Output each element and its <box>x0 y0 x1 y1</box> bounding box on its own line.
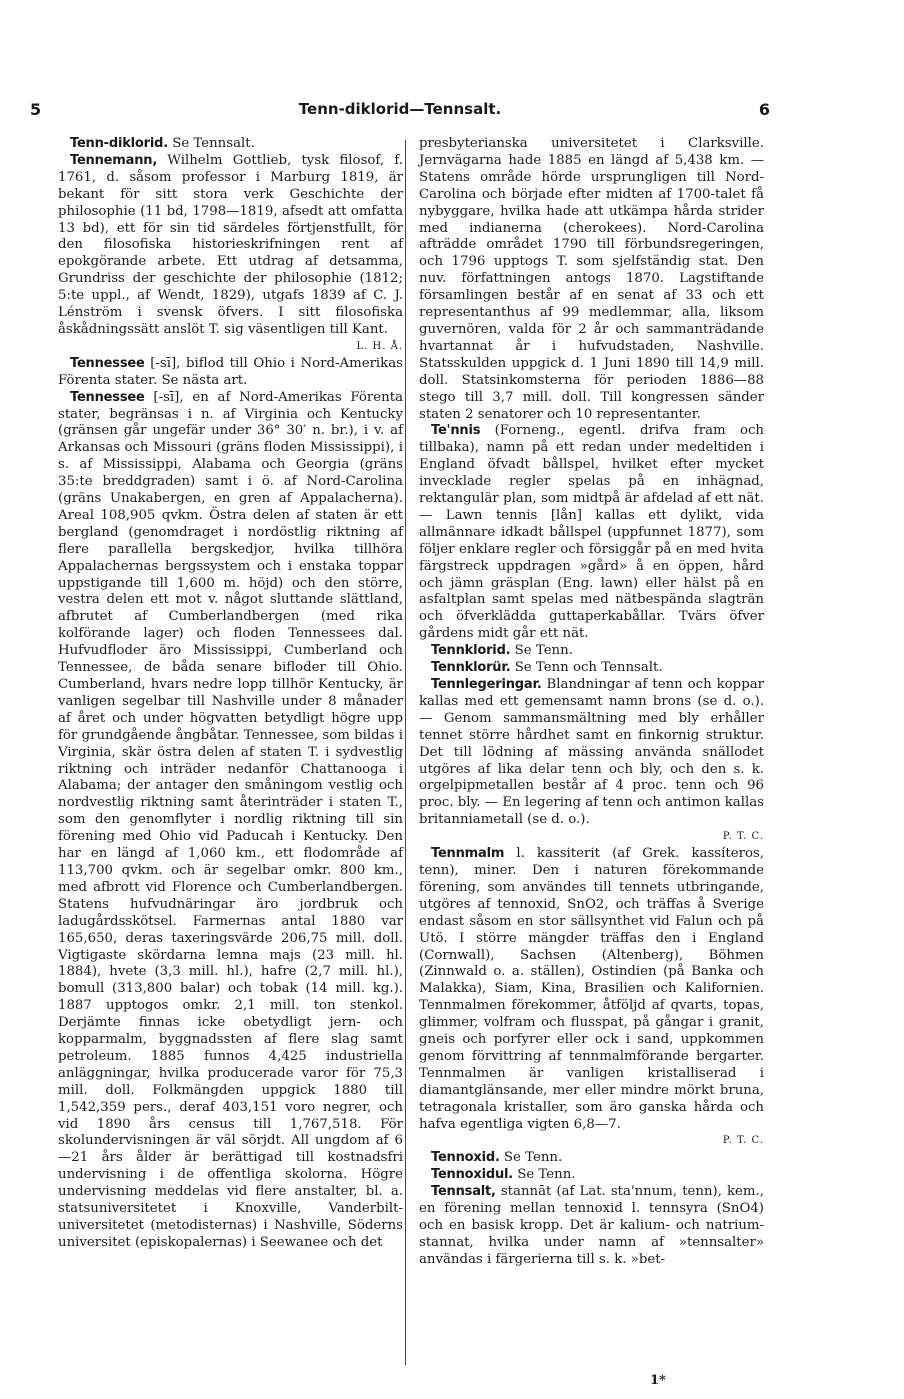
entry-text: Wilhelm Gottlieb, tysk filosof, f. 1761, d. såsom professor i Marburg 1819, är bekant för sitt stora verk Geschichte der philosophie (11 bd, 1798—1819, afsedt att omfatta 13 bd), ett för sin tid särdeles förtjenstfullt, för den filosofiska historieskrifningen rent af epokgörande arbete. Ett utdrag af detsamma, Grundriss der geschichte der philosophie (1812; 5:te uppl., af Wendt, 1829), utgafs 1839 af C. J. Lénström i svensk öfvers. I sitt filosofiska åskådningssätt anslöt T. sig väsentligen till Kant. <box>58 152 403 337</box>
entry-text: l. kassiterit (af Grek. kassíteros, tenn), miner. Den i naturen förekommande förening, som användes till tennets utbringande, utgöres af tennoxid, SnO2, och träffas å Sverige endast såsom en stor sällsynthet vid Falun och på Utö. I större mängder träffas den i England (Cornwall), Sachsen (Altenberg), Böhmen (Zinnwald o. a. ställen), Ostindien (på Banka och Malakka), Siam, Kina, Brasilien och Kalifornien. Tennmalmen förekommer, åtföljd af qvarts, topas, glimmer, volfram och flusspat, på gångar i granit, gneis och porfyrer eller ock i sand, uppkommen genom förvittring af tennmalmförande bergarter. Tennmalmen är vanligen kristalliserad i diamantglänsande, mer eller mindre mörkt bruna, tetragonala kristaller, som äro ganska hårda och hafva egentliga vigten 6,8—7. <box>419 846 764 1132</box>
signature-mark: 1* <box>650 1373 666 1388</box>
entry-headword: Te'nnis <box>431 423 481 439</box>
entry <box>419 423 764 643</box>
entry <box>419 136 764 423</box>
author-signature: P. T. C. <box>722 1135 764 1147</box>
entry <box>419 1167 764 1184</box>
entry-text: [-sī], en af Nord-Amerikas Förenta stater, begränsas i n. af Virginia och Kentucky (gränsen går ungefär under 36° 30′ n. br.), i v. af Arkansas och Missouri (gräns floden Mississippi), i s. af Mississippi, Alabama och Georgia (gräns 35:te breddgraden) samt i ö. af Nord-Carolina (gräns Unakabergen, en gren af Appalacherna). Areal 108,905 qvkm. Östra delen af staten är ett bergland (genomdraget i nordöstlig riktning af flere parallella bergskedjor, hvilka tillhöra Appalachernas bergssystem och i enstaka toppar uppstigande till 1,600 m. höjd) och den större, vestra delen ett mot v. något sluttande slättland, afbrutet af Cumberlandbergen (med rika kolförande lager) och floden Tennessees dal. Hufvudfloder äro Mississippi, Cumberland och Tennessee, de båda senare bifloder till Ohio. Cumberland, hvars nedre lopp tillhör Kentucky, är vanligen segelbar till Nashville under 8 månader af året och under högvatten betydligt högre upp för grundgående ångbåtar. Tennessee, som bildas i Virginia, skär östra delen af staten T. i sydvestlig riktning och inträder nedanför Chattanooga i Alabama; der antager den småningom vestlig och nordvestlig riktning samt återinträder i staten T., som den genomflyter i nordlig riktning till sin förening med Ohio vid Paducah i Kentucky. Den har en längd af 1,060 km., ett flodområde af 113,700 qvkm. och är segelbar omkr. 800 km., med afbrott vid Florence och Cumberlandbergen. Statens hufvudnäringar äro jordbruk och ladugårdsskötsel. Farmernas antal 1880 var 165,650, deras taxeringsvärde 206,75 mill. doll. Vigtigaste skördarna lemna majs (23 mill. hl. 1884), hvete (3,3 mill. hl.), hafre (2,7 mill. hl.), bomull (313,800 balar) och tobak (14 mill. kg.). 1887 upptogos omkr. 2,1 mill. ton stenkol. Derjämte finnas icke obetydligt jern- och kopparmalm, byggnadssten af flere slag samt petroleum. 1885 funnos 4,425 industriella anläggningar, hvilka producerade varor för 75,3 mill. doll. Folkmängden uppgick 1880 till 1,542,359 pers., deraf 403,151 voro negrer, och vid 1890 års census till 1,767,518. För skolundervisningen är väl sörjdt. All ungdom af 6—21 års ålder är berättigad till kostnadsfri undervisning i de offentliga skolorna. Högre undervisning meddelas vid flere anstalter, bl. a. statsuniversitetet i Knoxville, Vanderbilt-universitetet (metodisternas) i Nashville, Söderns universitet (episkopalernas) i Seewanee och det <box>58 389 403 1250</box>
entry-headword: Tennoxid. <box>431 1150 500 1166</box>
entry-headword: Tennemann, <box>70 152 158 168</box>
entry <box>58 136 403 153</box>
entry <box>419 846 764 1150</box>
entry-headword: Tennoxidul. <box>431 1167 513 1183</box>
left-column <box>58 136 403 1252</box>
entry-text: Se Tenn. <box>499 1150 563 1166</box>
page-header <box>30 100 770 124</box>
entry-headword: Tenn-diklorid. <box>70 136 168 151</box>
entry-text: [-sī], biflod till Ohio i Nord-Amerikas Förenta stater. Se nästa art. <box>58 355 403 388</box>
entry-headword: Tennklorür. <box>431 660 511 676</box>
right-column <box>419 136 764 1269</box>
entry-text: Se Tenn. <box>513 1167 576 1183</box>
author-signature: L. H. Å. <box>356 340 403 352</box>
entry <box>58 153 403 356</box>
entry <box>419 660 764 677</box>
entry <box>58 356 403 390</box>
entry-text: Se Tennsalt. <box>167 136 255 151</box>
entry <box>419 677 764 846</box>
entry <box>419 643 764 660</box>
entry-headword: Tennsalt, <box>431 1184 496 1200</box>
entry-text: Se Tenn och Tennsalt. <box>510 660 663 676</box>
entry-text: Blandningar af tenn och koppar kallas med ett gemensamt namn brons (se d. o.). — Genom sammansmältning med bly erhåller tennet större hårdhet samt en finkornig struktur. Det till lödning af mässing använda snällodet utgöres af lika delar tenn och bly, och den s. k. orgelpipmetallen består af 4 proc. tenn och 96 proc. bly. — En legering af tenn och antimon kallas britanniametall (se d. o.). <box>419 677 764 828</box>
page-number-left: 5 <box>30 100 42 119</box>
column-divider <box>405 140 406 1365</box>
entry-headword: Tennklorid. <box>431 643 511 659</box>
entry <box>58 390 403 1252</box>
entry <box>419 1184 764 1269</box>
entry-headword: Tennessee <box>70 389 145 405</box>
author-signature: P. T. C. <box>722 831 764 843</box>
page-number-right: 6 <box>758 100 770 119</box>
entry-headword: Tennessee <box>70 355 145 371</box>
running-title: Tenn-diklorid—Tennsalt. <box>298 100 502 118</box>
entry-headword: Tennlegeringar. <box>431 677 542 692</box>
entry-text: (Forneng., egentl. drifva fram och tillbaka), namn på ett redan under medeltiden i England öfvadt bållspel, hvilket efter mycket invecklade regler spelas på en inhägnad, rektangulär plan, som midtpå är afdelad af ett nät. — Lawn tennis [lån] kallas ett dylikt, vida allmännare idkadt bållspel (uppfunnet 1877), som följer enklare regler och försiggår på en med hvita färgstreck uppdragen »gård» å en öppen, hård och jämn gräsplan (Eng. lawn) eller hälst på en asfaltplan samt spelas med nätbespända slagträn och öfverklädda guttaperkabållar. Tvärs öfver gårdens midt går ett nät. <box>419 423 764 642</box>
entry-text: presbyterianska universitetet i Clarksville. Jernvägarna hade 1885 en längd af 5,438 km. — Statens område hörde ursprungligen till Nord-Carolina och började efter midten af 1700-talet få nybyggare, hvilka hade att utkämpa hårda strider med indianerna (cherokees). Nord-Carolina afträdde området 1790 till förbundsregeringen, och 1796 upptogs T. som sjelfständig stat. Den nuv. författningen antogs 1870. Lagstiftande församlingen består af en senat af 33 och ett representanthus af 99 medlemmar, alla, liksom guvernören, valda för 2 år och sammanträdande hvartannat år i hufvudstaden, Nashville. Statsskulden uppgick d. 1 Juni 1890 till 14,9 mill. doll. Statsinkomsterna för perioden 1886—88 stego till 3,7 mill. doll. Till kongressen sänder staten 2 senatorer och 10 representanter. <box>419 136 764 422</box>
entry-text: Se Tenn. <box>510 643 573 659</box>
entry-headword: Tennmalm <box>431 846 505 862</box>
entry-text: stannāt (af Lat. sta'nnum, tenn), kem., en förening mellan tennoxid l. tennsyra (SnO4) och en basisk kropp. Det är kalium- och natrium-stannat, hvilka under namn af »tennsalter» användas i färgerierna till s. k. »bet- <box>419 1184 764 1267</box>
entry <box>419 1150 764 1167</box>
